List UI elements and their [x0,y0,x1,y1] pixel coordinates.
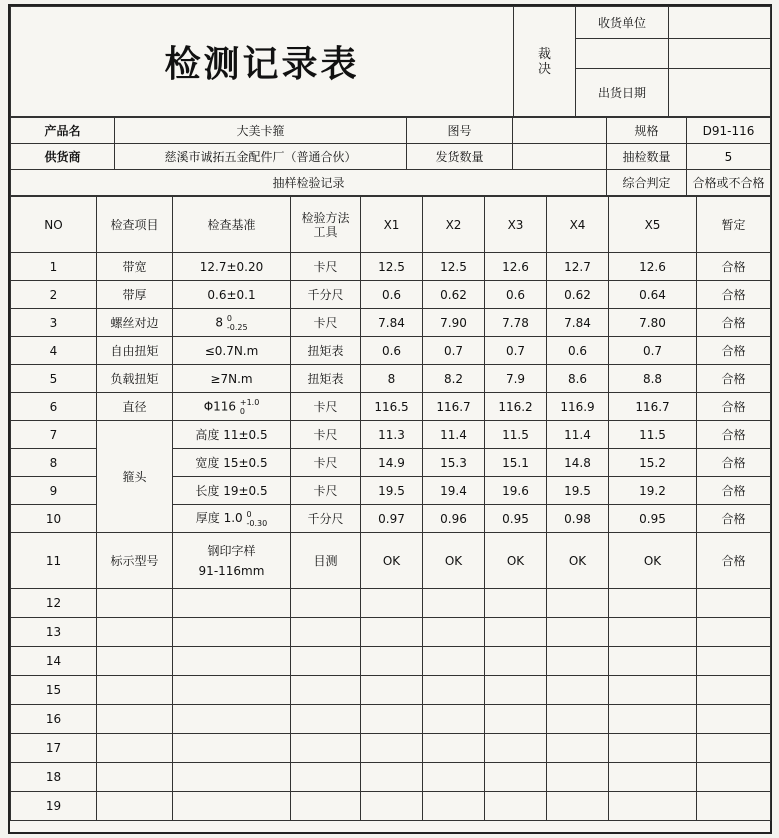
spec-value[interactable]: D91-116 [687,118,771,144]
col-x4: X4 [547,197,609,253]
row-standard: 12.7±0.20 [173,253,291,281]
empty-cell[interactable] [697,589,771,618]
row-x5[interactable]: 19.2 [609,477,697,505]
row-verdict[interactable]: 合格 [697,449,771,477]
empty-cell[interactable] [423,763,485,792]
empty-cell[interactable] [609,763,697,792]
row-x1[interactable]: 11.3 [361,421,423,449]
ship-qty-value[interactable] [513,144,607,170]
empty-cell[interactable] [547,647,609,676]
row-tool: 卡尺 [291,253,361,281]
empty-cell[interactable] [97,589,173,618]
row-x3[interactable]: 19.6 [485,477,547,505]
row-standard: ≤0.7N.m [173,337,291,365]
document-title: 检测记录表 [11,7,514,117]
ship-qty-label: 发货数量 [407,144,513,170]
empty-cell[interactable] [97,705,173,734]
row-item: 直径 [97,393,173,421]
row-x3[interactable]: 0.95 [485,505,547,533]
row-x3[interactable]: 11.5 [485,421,547,449]
empty-cell[interactable] [173,618,291,647]
overall-judgement-label: 综合判定 [607,170,687,196]
empty-cell[interactable] [423,705,485,734]
empty-cell[interactable] [609,618,697,647]
row-no: 18 [11,763,97,792]
empty-cell[interactable] [485,676,547,705]
row-item: 自由扭矩 [97,337,173,365]
row-x1[interactable]: 116.5 [361,393,423,421]
row-no: 3 [11,309,97,337]
table-row [11,421,771,449]
empty-cell[interactable] [547,589,609,618]
row-x2[interactable]: 0.96 [423,505,485,533]
row-x2[interactable]: 11.4 [423,421,485,449]
empty-cell[interactable] [291,647,361,676]
row-no: 4 [11,337,97,365]
row-x2[interactable]: OK [423,533,485,589]
empty-cell[interactable] [291,618,361,647]
col-no: NO [11,197,97,253]
row-verdict[interactable]: 合格 [697,309,771,337]
col-x2: X2 [423,197,485,253]
row-standard: 高度 11±0.5 [173,421,291,449]
row-verdict[interactable]: 合格 [697,393,771,421]
row-x3[interactable]: 12.6 [485,253,547,281]
row-verdict[interactable]: 合格 [697,337,771,365]
row-standard: 钢印字样 91-116mm [173,533,291,589]
row-no: 16 [11,705,97,734]
empty-cell[interactable] [97,792,173,821]
empty-cell[interactable] [173,589,291,618]
col-x1: X1 [361,197,423,253]
empty-cell[interactable] [697,618,771,647]
overall-judgement-value[interactable]: 合格或不合格 [687,170,771,196]
row-x4[interactable]: 0.6 [547,337,609,365]
inspection-table [10,196,771,821]
table-row [11,589,771,618]
empty-cell[interactable] [485,763,547,792]
col-method: 检验方法 工具 [291,197,361,253]
receiving-unit-field[interactable] [669,7,771,39]
table-row [11,676,771,705]
table-row [11,337,771,365]
row-tool: 卡尺 [291,309,361,337]
sample-qty-label: 抽检数量 [607,144,687,170]
col-verdict: 暂定 [697,197,771,253]
row-verdict[interactable]: 合格 [697,281,771,309]
empty-cell[interactable] [173,734,291,763]
row-tool: 千分尺 [291,281,361,309]
row-no: 1 [11,253,97,281]
empty-cell[interactable] [361,589,423,618]
empty-cell[interactable] [697,763,771,792]
inspection-record-sheet [8,4,772,834]
empty-cell[interactable] [547,792,609,821]
empty-cell[interactable] [361,763,423,792]
empty-cell[interactable] [609,734,697,763]
row-x1[interactable]: OK [361,533,423,589]
empty-cell[interactable] [291,763,361,792]
row-x3[interactable]: 7.9 [485,365,547,393]
row-standard: 0.6±0.1 [173,281,291,309]
row-tool: 千分尺 [291,505,361,533]
row-no: 9 [11,477,97,505]
row-no: 13 [11,618,97,647]
empty-cell[interactable] [547,705,609,734]
empty-cell[interactable] [485,734,547,763]
product-name-value[interactable]: 大美卡箍 [115,118,407,144]
row-x2[interactable]: 15.3 [423,449,485,477]
delivery-date-field[interactable] [669,69,771,117]
row-no: 2 [11,281,97,309]
row-no: 15 [11,676,97,705]
row-x5[interactable]: 12.6 [609,253,697,281]
table-row [11,763,771,792]
row-x2[interactable]: 8.2 [423,365,485,393]
row-x4[interactable]: 8.6 [547,365,609,393]
row-x2[interactable]: 7.90 [423,309,485,337]
empty-cell[interactable] [547,618,609,647]
row-standard: 厚度 1.0 0 -0.30 [173,505,291,533]
row-x3[interactable]: 116.2 [485,393,547,421]
row-verdict[interactable]: 合格 [697,477,771,505]
row-x1[interactable]: 14.9 [361,449,423,477]
row-x3[interactable]: 0.6 [485,281,547,309]
row-verdict[interactable]: 合格 [697,533,771,589]
empty-cell[interactable] [173,792,291,821]
empty-cell[interactable] [291,676,361,705]
row-standard: 长度 19±0.5 [173,477,291,505]
row-standard: ≥7N.m [173,365,291,393]
row-tool: 卡尺 [291,477,361,505]
col-item: 检查项目 [97,197,173,253]
table-row [11,792,771,821]
table-row [11,281,771,309]
row-x4[interactable]: 14.8 [547,449,609,477]
row-x5[interactable]: 0.64 [609,281,697,309]
empty-cell[interactable] [485,705,547,734]
row-no: 14 [11,647,97,676]
row-x5[interactable]: 0.95 [609,505,697,533]
sampling-record-title: 抽样检验记录 [11,170,607,196]
col-x5: X5 [609,197,697,253]
empty-cell[interactable] [97,734,173,763]
row-tool: 卡尺 [291,449,361,477]
delivery-date-label: 出货日期 [576,69,669,117]
drawing-no-value[interactable] [513,118,607,144]
judgement-blank-2[interactable] [669,39,771,69]
table-row [11,365,771,393]
empty-cell[interactable] [291,705,361,734]
drawing-no-label: 图号 [407,118,513,144]
empty-cell[interactable] [361,647,423,676]
empty-cell[interactable] [609,647,697,676]
empty-cell[interactable] [547,676,609,705]
empty-cell[interactable] [697,676,771,705]
row-x1[interactable]: 0.6 [361,281,423,309]
spec-label: 规格 [607,118,687,144]
empty-cell[interactable] [423,647,485,676]
row-item: 标示型号 [97,533,173,589]
row-x1[interactable]: 0.97 [361,505,423,533]
empty-cell[interactable] [485,792,547,821]
row-x5[interactable]: 0.7 [609,337,697,365]
empty-cell[interactable] [97,676,173,705]
empty-cell[interactable] [609,792,697,821]
col-x3: X3 [485,197,547,253]
table-row [11,393,771,421]
empty-cell[interactable] [361,734,423,763]
empty-cell[interactable] [97,618,173,647]
row-verdict[interactable]: 合格 [697,505,771,533]
empty-cell[interactable] [485,647,547,676]
supplier-label: 供货商 [11,144,115,170]
info-table [10,117,771,196]
empty-cell[interactable] [697,705,771,734]
row-x3[interactable]: OK [485,533,547,589]
row-tool: 目测 [291,533,361,589]
supplier-value[interactable]: 慈溪市诚拓五金配件厂（普通合伙） [115,144,407,170]
empty-cell[interactable] [173,705,291,734]
row-no: 17 [11,734,97,763]
empty-cell[interactable] [173,763,291,792]
product-name-label: 产品名 [11,118,115,144]
row-x2[interactable]: 12.5 [423,253,485,281]
empty-cell[interactable] [361,676,423,705]
row-x1[interactable]: 7.84 [361,309,423,337]
empty-cell[interactable] [291,734,361,763]
empty-cell[interactable] [97,763,173,792]
row-x4[interactable]: 11.4 [547,421,609,449]
row-item: 螺丝对边 [97,309,173,337]
empty-cell[interactable] [547,763,609,792]
empty-cell[interactable] [291,589,361,618]
row-x3[interactable]: 0.7 [485,337,547,365]
row-item: 负载扭矩 [97,365,173,393]
row-verdict[interactable]: 合格 [697,421,771,449]
receiving-unit-label: 收货单位 [576,7,669,39]
empty-cell[interactable] [697,792,771,821]
row-x1[interactable]: 12.5 [361,253,423,281]
row-x5[interactable]: 11.5 [609,421,697,449]
table-row [11,734,771,763]
col-standard: 检查基准 [173,197,291,253]
row-item: 箍头 [97,421,173,533]
row-x4[interactable]: 19.5 [547,477,609,505]
row-x2[interactable]: 0.7 [423,337,485,365]
row-x4[interactable]: 0.62 [547,281,609,309]
row-item: 带宽 [97,253,173,281]
row-standard: 宽度 15±0.5 [173,449,291,477]
empty-cell[interactable] [423,734,485,763]
row-no: 6 [11,393,97,421]
table-row [11,533,771,589]
row-standard: 8 0 -0.25 [173,309,291,337]
header-table [10,6,771,117]
row-x4[interactable]: 12.7 [547,253,609,281]
row-verdict[interactable]: 合格 [697,365,771,393]
row-x1[interactable]: 19.5 [361,477,423,505]
empty-cell[interactable] [697,734,771,763]
empty-cell[interactable] [173,647,291,676]
empty-cell[interactable] [609,705,697,734]
empty-cell[interactable] [423,792,485,821]
empty-cell[interactable] [485,589,547,618]
row-no: 19 [11,792,97,821]
empty-cell[interactable] [423,676,485,705]
table-row [11,618,771,647]
row-x2[interactable]: 19.4 [423,477,485,505]
table-row [11,253,771,281]
row-item: 带厚 [97,281,173,309]
row-x2[interactable]: 116.7 [423,393,485,421]
row-x4[interactable]: 0.98 [547,505,609,533]
row-verdict[interactable]: 合格 [697,253,771,281]
empty-cell[interactable] [609,589,697,618]
row-x5[interactable]: OK [609,533,697,589]
row-x5[interactable]: 8.8 [609,365,697,393]
row-x4[interactable]: OK [547,533,609,589]
row-x3[interactable]: 15.1 [485,449,547,477]
row-x5[interactable]: 116.7 [609,393,697,421]
row-no: 5 [11,365,97,393]
judgement-label: 裁 决 [514,7,576,117]
row-no: 8 [11,449,97,477]
row-x5[interactable]: 15.2 [609,449,697,477]
empty-cell[interactable] [485,618,547,647]
empty-cell[interactable] [361,792,423,821]
empty-cell[interactable] [423,618,485,647]
row-x1[interactable]: 8 [361,365,423,393]
row-standard: Φ116 +1.0 0 [173,393,291,421]
empty-cell[interactable] [291,792,361,821]
row-no: 10 [11,505,97,533]
table-row [11,647,771,676]
row-x3[interactable]: 7.78 [485,309,547,337]
row-no: 12 [11,589,97,618]
row-tool: 卡尺 [291,421,361,449]
empty-cell[interactable] [361,705,423,734]
empty-cell[interactable] [423,589,485,618]
table-row [11,309,771,337]
judgement-blank[interactable] [576,39,669,69]
row-x5[interactable]: 7.80 [609,309,697,337]
empty-cell[interactable] [547,734,609,763]
sample-qty-value[interactable]: 5 [687,144,771,170]
empty-cell[interactable] [361,618,423,647]
row-x4[interactable]: 116.9 [547,393,609,421]
row-x2[interactable]: 0.62 [423,281,485,309]
row-x4[interactable]: 7.84 [547,309,609,337]
row-tool: 扭矩表 [291,337,361,365]
table-row [11,705,771,734]
empty-cell[interactable] [609,676,697,705]
empty-cell[interactable] [697,647,771,676]
row-no: 7 [11,421,97,449]
row-tool: 卡尺 [291,393,361,421]
empty-cell[interactable] [97,647,173,676]
empty-cell[interactable] [173,676,291,705]
row-x1[interactable]: 0.6 [361,337,423,365]
row-tool: 扭矩表 [291,365,361,393]
row-no: 11 [11,533,97,589]
